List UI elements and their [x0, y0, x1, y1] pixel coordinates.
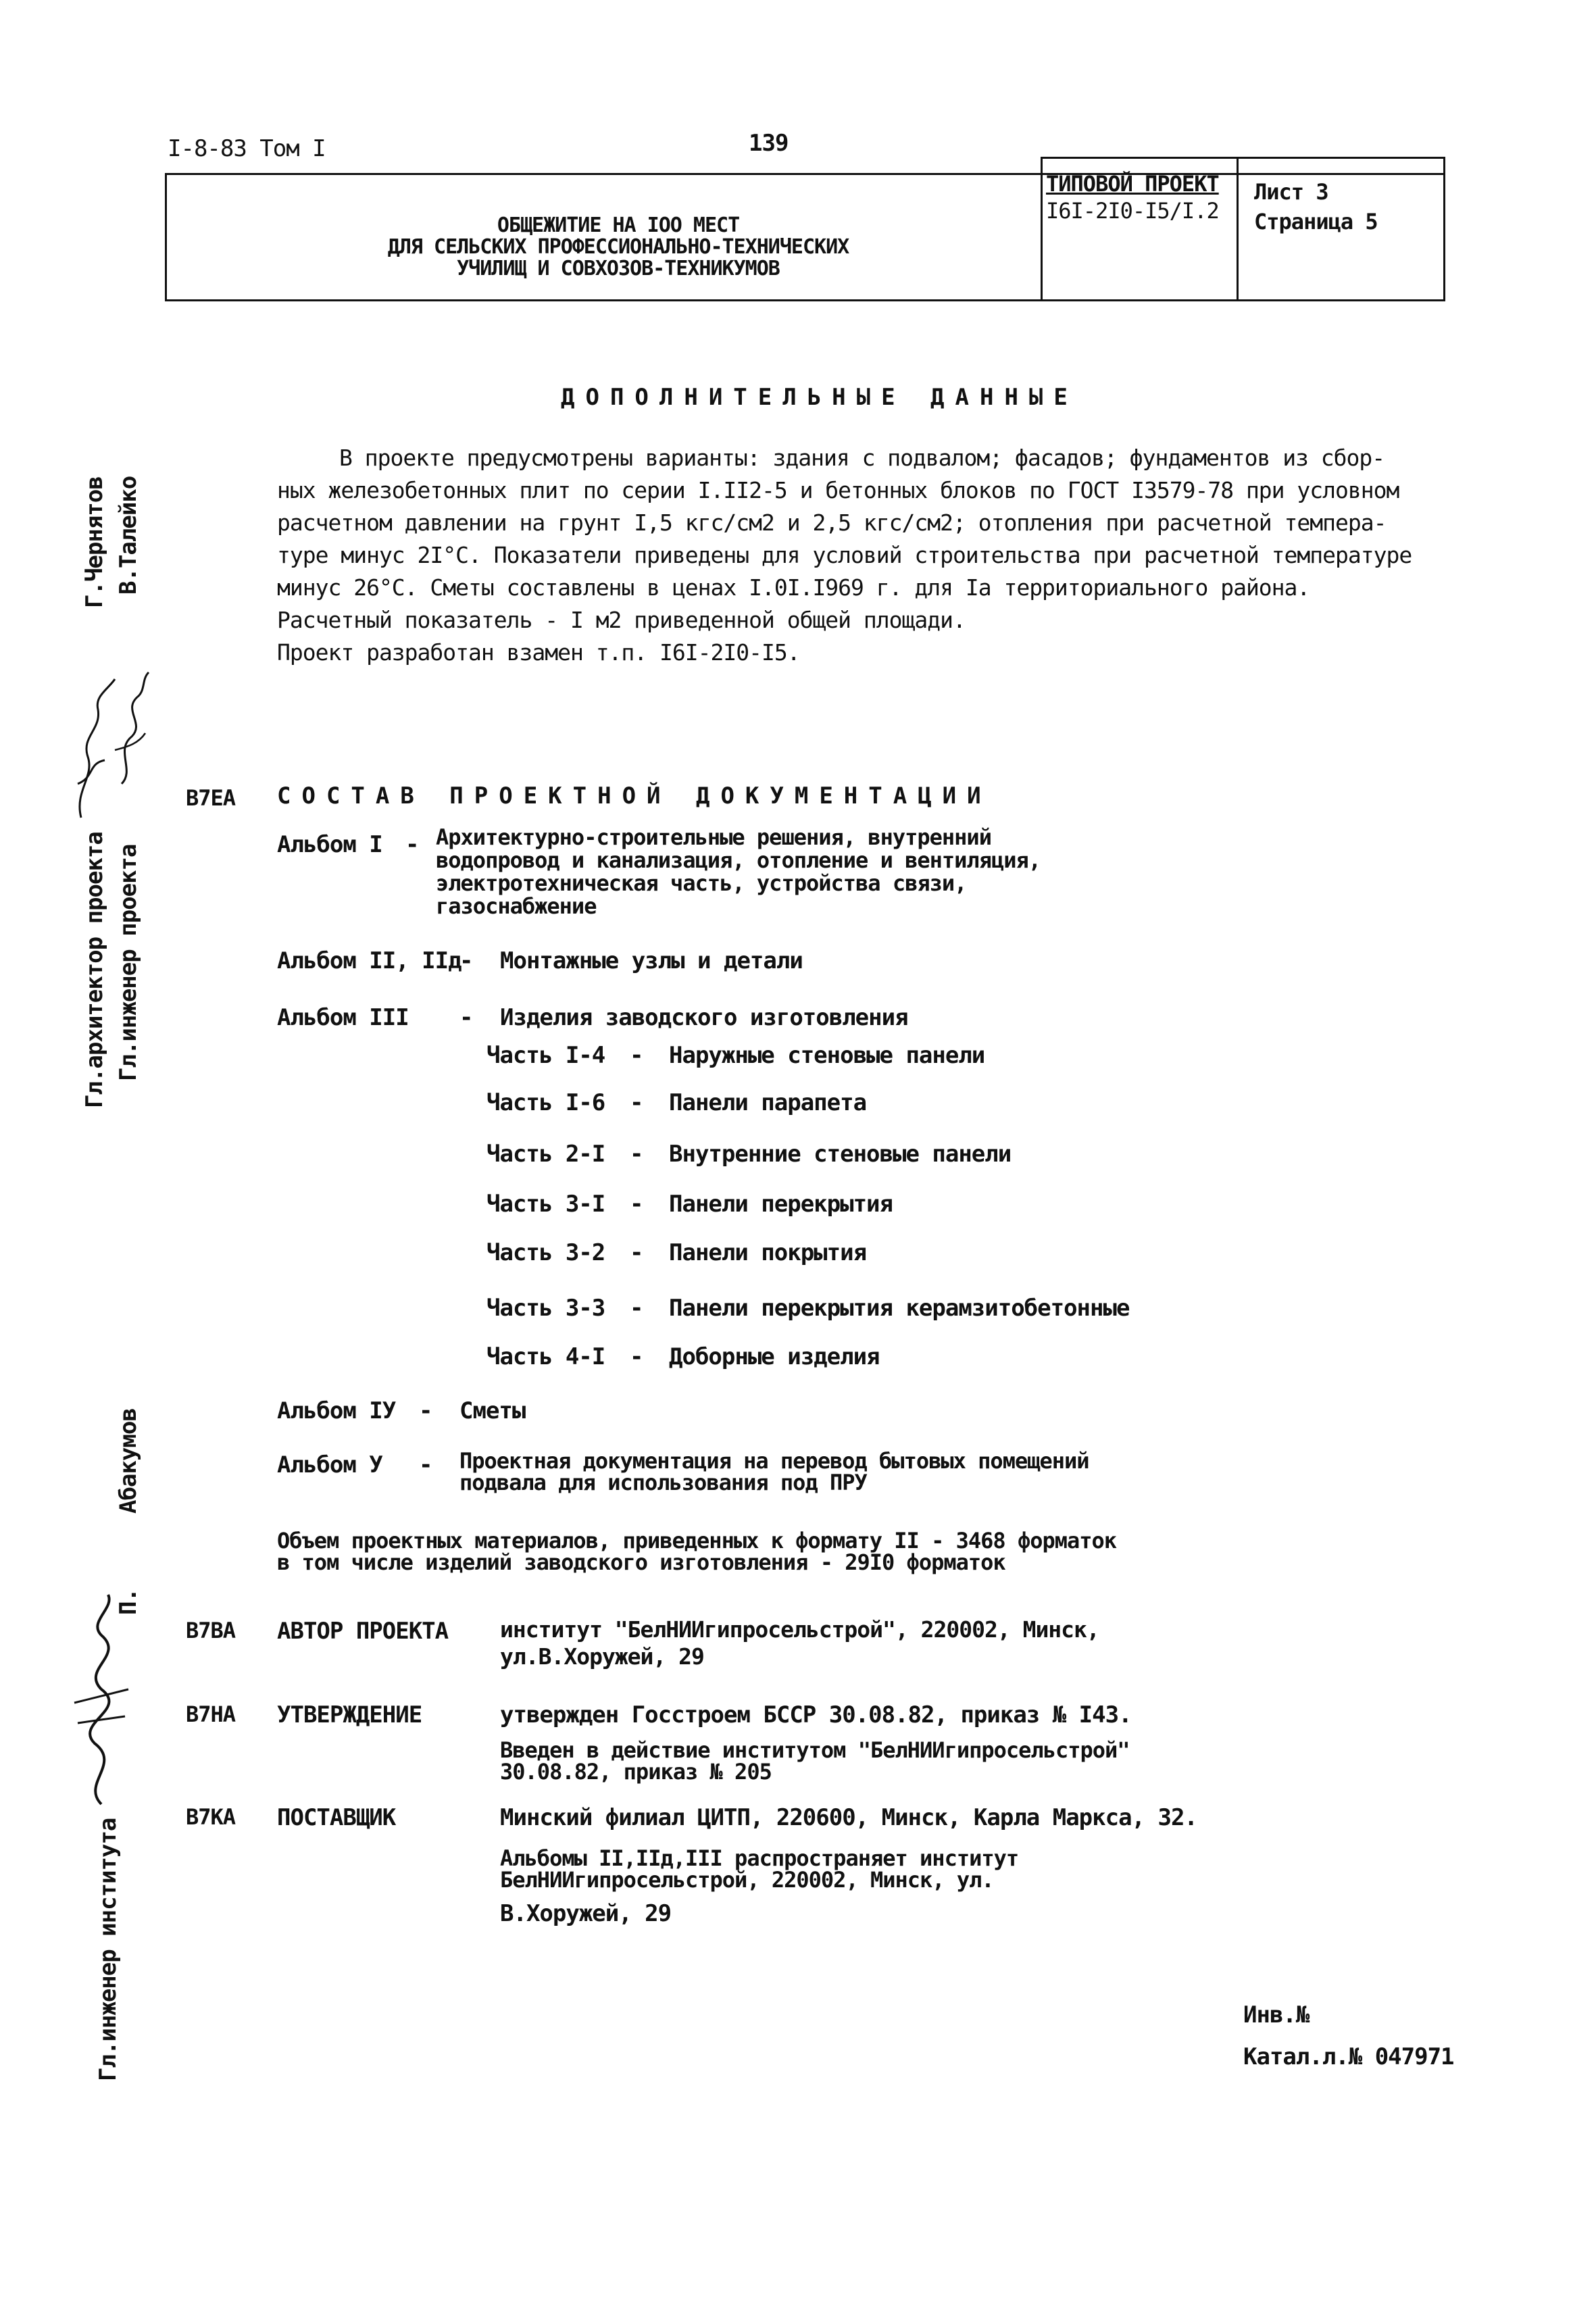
approval-code: В7НА	[186, 1701, 236, 1727]
album4-dash: -	[419, 1397, 432, 1424]
album4-text: Сметы	[459, 1397, 526, 1424]
series-label: I-8-83 Том I	[168, 135, 326, 162]
part-3-label: Часть 2-I	[487, 1141, 605, 1168]
chief-architect-role: Гл.архитектор проекта	[81, 832, 108, 1108]
part-2-text: Панели парапета	[669, 1089, 867, 1116]
supplier-line-3: БелНИИгипросельстрой, 220002, Минск, ул.	[500, 1867, 994, 1893]
approval-text	[500, 1739, 1130, 1783]
sheet-number: Лист 3	[1254, 179, 1328, 205]
part-6-dash: -	[630, 1295, 643, 1322]
inventory-number: Инв.№	[1243, 2001, 1310, 2028]
supplier-label: ПОСТАВЩИК	[277, 1804, 396, 1831]
title-line-2: ДЛЯ СЕЛЬСКИХ ПРОФЕССИОНАЛЬНО-ТЕХНИЧЕСКИХ	[387, 235, 849, 259]
institute-engineer-initial: П.	[115, 1589, 142, 1615]
part-7-label: Часть 4-I	[487, 1343, 605, 1370]
header-top-line	[165, 173, 1445, 175]
album1-dash: -	[405, 831, 419, 858]
album1-line-2: водопровод и канализация, отопление и вентиляция,	[436, 847, 1041, 873]
chief-engineer-role: Гл.инженер проекта	[115, 844, 142, 1081]
album5-label: Альбом У	[277, 1451, 382, 1478]
supplier-line-2: Альбомы II,IIд,III распространяет институт	[500, 1845, 1019, 1871]
album1-line-4: газоснабжение	[436, 893, 597, 919]
supplier-line-4: В.Хоружей, 29	[500, 1900, 672, 1927]
author-text	[500, 1616, 1099, 1670]
part-5-text: Панели покрытия	[669, 1239, 867, 1266]
signature-institute-engineer	[61, 1588, 142, 1811]
header-bottom-line	[165, 299, 1445, 301]
header-divider-2	[1237, 157, 1239, 301]
signature-chief-engineer	[108, 669, 155, 791]
approval-line-2: Введен в действие институтом "БелНИИгипросельстрой"	[500, 1737, 1130, 1763]
institute-engineer-name: Абакумов	[115, 1408, 142, 1514]
title-block	[203, 215, 1034, 280]
part-6-label: Часть 3-3	[487, 1295, 605, 1322]
part-1-label: Часть I-4	[487, 1042, 605, 1069]
part-4-label: Часть 3-I	[487, 1191, 605, 1218]
album1-text	[436, 826, 1041, 918]
header-divider-1	[1041, 157, 1043, 301]
author-line-1: институт "БелНИИгипросельстрой", 220002, Минск,	[500, 1616, 1099, 1643]
additional-line-2: ных железобетонных плит по серии I.II2-5 и бетонных блоков по ГОСТ I3579-78 при условном	[277, 477, 1399, 503]
chief-engineer-name: В.Талейко	[115, 476, 142, 595]
album3-text: Изделия заводского изготовления	[500, 1004, 908, 1031]
title-line-1: ОБЩЕЖИТИЕ НА IOO МЕСТ	[497, 214, 740, 237]
supplier-code: В7КА	[186, 1804, 236, 1830]
volume-line-2: в том числе изделий заводского изготовления - 29I0 форматок	[277, 1549, 1005, 1575]
part-1-dash: -	[630, 1042, 643, 1069]
composition-code: В7ЕА	[186, 785, 236, 811]
additional-line-4: туре минус 2I°С. Показатели приведены для условий строительства при расчетной температуре	[277, 542, 1412, 568]
project-code: I6I-2I0-I5/I.2	[1046, 198, 1219, 224]
author-code: В7ВА	[186, 1618, 236, 1643]
part-5-dash: -	[630, 1239, 643, 1266]
part-4-dash: -	[630, 1191, 643, 1218]
additional-line-3: расчетном давлении на грунт I,5 кгс/см2 и 2,5 кгс/см2; отопления при расчетной темпера-	[277, 509, 1387, 536]
part-5-label: Часть 3-2	[487, 1239, 605, 1266]
title-line-3: УЧИЛИЩ И СОВХОЗОВ-ТЕХНИКУМОВ	[457, 257, 780, 280]
additional-line-7: Проект разработан взамен т.п. I6I-2I0-I5.	[277, 639, 800, 666]
part-3-text: Внутренние стеновые панели	[669, 1141, 1012, 1168]
additional-heading: ДОПОЛНИТЕЛЬНЫЕ ДАННЫЕ	[561, 384, 1078, 411]
part-7-dash: -	[630, 1343, 643, 1370]
composition-heading: СОСТАВ ПРОЕКТНОЙ ДОКУМЕНТАЦИИ	[277, 782, 992, 810]
part-4-text: Панели перекрытия	[669, 1191, 893, 1218]
part-6-text: Панели перекрытия керамзитобетонные	[669, 1295, 1130, 1322]
part-3-dash: -	[630, 1141, 643, 1168]
album5-dash: -	[419, 1451, 432, 1478]
album5-line-2: подвала для использования под ПРУ	[459, 1470, 867, 1495]
album1-line-1: Архитектурно-строительные решения, внутренний	[436, 824, 991, 850]
additional-paragraph	[277, 442, 1412, 669]
part-2-dash: -	[630, 1089, 643, 1116]
volume-line-1: Объем проектных материалов, приведенных к формату II - 3468 форматок	[277, 1528, 1117, 1553]
album1-line-3: электротехническая часть, устройства связи,	[436, 870, 967, 896]
additional-line-5: минус 26°С. Сметы составлены в ценах I.0I.I969 г. для Iа территориального района.	[277, 574, 1310, 601]
header-right-border	[1443, 157, 1445, 301]
project-type: ТИПОВОЙ ПРОЕКТ	[1046, 171, 1219, 197]
approval-line-1: утвержден Госстроем БССР 30.08.82, приказ № I43.	[500, 1701, 1132, 1728]
header-top-stub	[1041, 157, 1445, 159]
album5-line-1: Проектная документация на перевод бытовых помещений	[459, 1448, 1089, 1474]
page-number: 139	[749, 130, 789, 157]
chief-architect-name: Г.Чернятов	[81, 476, 108, 608]
album1-label: Альбом I	[277, 831, 382, 858]
part-2-label: Часть I-6	[487, 1089, 605, 1116]
catalog-number: Катал.л.№ 047971	[1243, 2043, 1454, 2070]
author-line-2: ул.В.Хоружей, 29	[500, 1643, 704, 1670]
approval-line-3: 30.08.82, приказ № 205	[500, 1759, 772, 1785]
album3-label: Альбом III	[277, 1004, 409, 1031]
volume-text	[277, 1530, 1116, 1573]
album2-text: Монтажные узлы и детали	[500, 947, 803, 974]
approval-label: УТВЕРЖДЕНИЕ	[277, 1701, 422, 1728]
album4-label: Альбом IУ	[277, 1397, 396, 1424]
supplier-text	[500, 1847, 1018, 1891]
project-type-block	[1046, 170, 1219, 224]
part-7-text: Доборные изделия	[669, 1343, 880, 1370]
institute-engineer-role: Гл.инженер института	[95, 1818, 122, 2081]
part-1-text: Наружные стеновые панели	[669, 1042, 985, 1069]
sheet-block	[1254, 177, 1378, 237]
album2-label: Альбом II, IIд	[277, 947, 462, 974]
supplier-line-1: Минский филиал ЦИТП, 220600, Минск, Карла Маркса, 32.	[500, 1804, 1197, 1831]
additional-line-1: В проекте предусмотрены варианты: здания с подвалом; фасадов; фундаментов из сбор-	[339, 445, 1385, 471]
album5-text	[459, 1450, 1089, 1493]
album2-dash: -	[459, 947, 473, 974]
author-label: АВТОР ПРОЕКТА	[277, 1618, 449, 1645]
page-label: Страница 5	[1254, 209, 1378, 234]
header-left-border	[165, 173, 167, 301]
additional-line-6: Расчетный показатель - I м2 приведенной общей площади.	[277, 607, 966, 633]
album3-dash: -	[459, 1004, 473, 1031]
